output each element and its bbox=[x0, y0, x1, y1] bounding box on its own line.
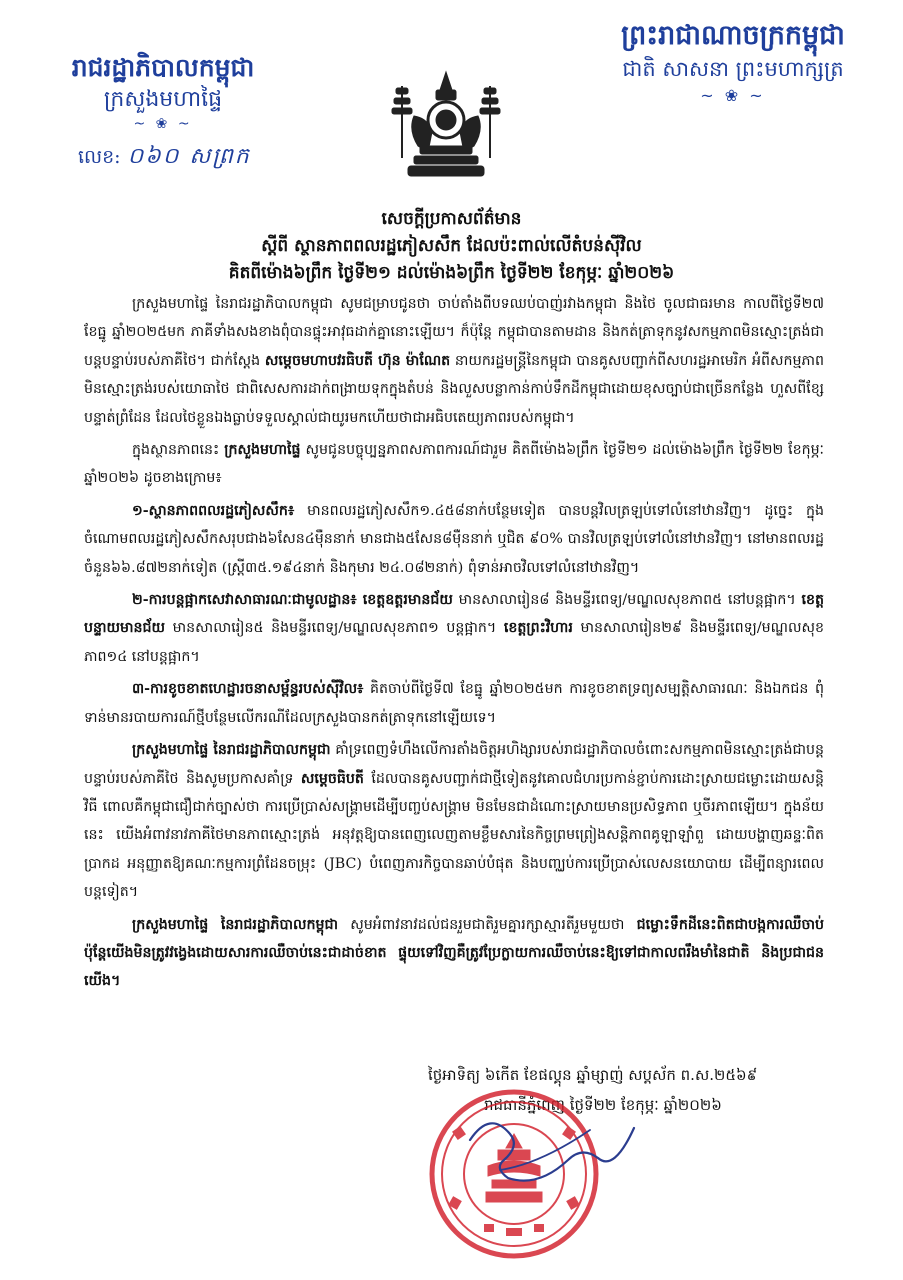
paragraph-text: ក្រសួងមហាផ្ទៃ នៃរាជរដ្ឋាភិបាលកម្ពុជា សូមជម្រាបជូនថា ចាប់តាំងពីបទឈប់បាញ់រវាងកម្ពុជា និងថៃ ចូលជាធរមាន កាលពីថ្ងៃទី២៧ ខែធ្នូ ឆ្នាំ២០២៥មក ភាគីទាំងសងខាងពុំបានផ្ទុះអាវុធដាក់គ្នានោះឡើយ។ ក៏ប៉ុន្តែ កម្ពុជាបានតាមដាន និងកត់ត្រាទុកនូវសកម្មភាពមិនស្មោះត្រង់ជាបន្តបន្ទាប់របស់ភាគីថៃ។ ជាក់ស្តែង bbox=[84, 296, 824, 369]
solar-date: រាជធានីភ្នំពេញ ថ្ងៃទី២២ ខែកុម្ភៈ ឆ្នាំ២០២៦ bbox=[484, 1096, 722, 1114]
ornament-divider: ~ ❀ ~ bbox=[133, 115, 193, 132]
paragraph-7 bbox=[84, 911, 824, 996]
paragraph-text: ដែលបានគូសបញ្ជាក់ជាថ្មីទៀតនូវគោលជំហរប្រកាន់ខ្ជាប់ការដោះស្រាយជម្លោះដោយសន្តិវិធី ពោលគឺកម្ពុជាជឿជាក់ច្បាស់ថា ការប្រើប្រាស់សង្គ្រាមដើម្បីបញ្ចប់សង្គ្រាម មិនមែនជាដំណោះស្រាយមានប្រសិទ្ធភាព ឬចីរភាពឡើយ។ ក្នុងន័យនេះ យើងអំពាវនាវភាគីថៃមានភាពស្មោះត្រង់ អនុវត្តឱ្យបានពេញលេញតាមខ្លឹមសារនៃកិច្ចព្រមព្រៀងសន្តិភាពគូឡាឡាំពួ ដោយបង្ហាញឆន្ទៈពិតប្រាកដ អនុញ្ញាតឱ្យគណៈកម្មការព្រំដែនចម្រុះ (JBC) បំពេញភារកិច្ចបានឆាប់បំផុត និងបញ្ឈប់ការប្រើប្រាស់លេសនយោបាយ ដើម្បីពន្យារពេលបន្តទៀត។ bbox=[84, 770, 824, 901]
section-heading: ២-ការបន្តផ្អាកសេវាសាធារណៈជាមូលដ្ឋាន៖ ខេត្តឧត្តរមានជ័យ bbox=[132, 592, 453, 609]
ministry-title: ក្រសួងមហាផ្ទៃ bbox=[103, 87, 223, 112]
document-body bbox=[84, 290, 824, 1000]
reference-value: ០៦០ សព្រក bbox=[127, 144, 251, 169]
paragraph-text: គាំទ្រពេញទំហឹងលើការតាំងចិត្តអហិង្សារបស់រាជរដ្ឋាភិបាលចំពោះសកម្មភាពមិនស្មោះត្រង់ជាបន្តបន្ទាប់របស់ភាគីថៃ និងសូមប្រកាសគាំទ្រ bbox=[84, 742, 824, 787]
title-line-2: ស្តីពី ស្ថានភាពពលរដ្ឋភៀសសឹក ដែលប៉ះពាល់លើតំបន់ស៊ីវិល bbox=[261, 236, 642, 256]
paragraph-infrastructure bbox=[84, 675, 824, 732]
prime-minister-title: សម្តេចធិបតី bbox=[300, 770, 364, 787]
paragraph-2 bbox=[84, 436, 824, 493]
paragraph-text: មានសាលារៀន២៩ និងមន្ទីរពេទ្យ/មណ្ឌលសុខភាព១៤ នៅបន្តផ្អាក។ bbox=[84, 620, 824, 665]
ministry-name: ក្រសួងមហាផ្ទៃ bbox=[224, 442, 301, 459]
kingdom-title: ព្រះរាជាណាចក្រកម្ពុជា bbox=[621, 20, 845, 51]
ministry-header bbox=[48, 50, 278, 132]
section-heading: ១-ស្ថានភាពពលរដ្ឋភៀសសឹក៖ bbox=[132, 502, 295, 519]
paragraph-6 bbox=[84, 736, 824, 906]
government-title: រាជរដ្ឋាភិបាលកម្ពុជា bbox=[71, 53, 255, 82]
paragraph-1 bbox=[84, 290, 824, 432]
kingdom-header bbox=[603, 18, 863, 105]
paragraph-text: មានសាលារៀន៨ និងមន្ទីរពេទ្យ/មណ្ឌលសុខភាព៥ នៅបន្តផ្អាក។ bbox=[458, 592, 796, 609]
lunar-date: ថ្ងៃអាទិត្យ ៦កើត ខែផល្គុន ឆ្នាំម្សាញ់ សប្តស័ក ព.ស.២៥៦៩ bbox=[428, 1066, 758, 1084]
closing-statement: ជម្លោះទឹកដីនេះពិតជាបង្កការឈឺចាប់ ប៉ុន្តែយើងមិនត្រូវវង្វេងដោយសារការឈឺចាប់នេះជាដាច់ខាត ផ្ទុយទៅវិញគឺត្រូវប្រែក្លាយការឈឺចាប់នេះឱ្យទៅជាកាលពរឹងមាំនៃជាតិ និងប្រជាជនយើង។ bbox=[84, 916, 824, 990]
reference-number bbox=[78, 142, 251, 174]
paragraph-refugees bbox=[84, 497, 824, 582]
paragraph-text: មានសាលារៀន៥ និងមន្ទីរពេទ្យ/មណ្ឌលសុខភាព១ បន្តផ្អាក។ bbox=[172, 620, 497, 637]
title-line-3: គិតពីម៉ោង៦ព្រឹក ថ្ងៃទី២១ ដល់ម៉ោង៦ព្រឹក ថ្ងៃទី២២ ខែកុម្ភៈ ឆ្នាំ២០២៦ bbox=[228, 263, 675, 283]
paragraph-text: សូមជូនបច្ចុប្បន្នភាពសភាពការណ៍ជារួម គិតពីម៉ោង៦ព្រឹក ថ្ងៃទី២១ ដល់ម៉ោង៦ព្រឹក ថ្ងៃទី២២ ខែកុម្ភៈ ឆ្នាំ២០២៦ ដូចខាងក្រោម៖ bbox=[84, 442, 825, 487]
kingdom-motto: ជាតិ សាសនា ព្រះមហាក្សត្រ bbox=[622, 57, 844, 82]
prime-minister-name: សម្តេចមហាបវរធិបតី ហ៊ុន ម៉ាណែត bbox=[264, 352, 451, 369]
royal-emblem-icon bbox=[386, 68, 506, 184]
paragraph-text: មានពលរដ្ឋភៀសសឹក១.៤៥៨នាក់បន្ថែមទៀត បានបន្តវិលត្រឡប់ទៅលំនៅឋានវិញ។ ដូច្នេះ ក្នុងចំណោមពលរដ្ឋភៀសសឹកសរុបជាង៦សែន៤ម៉ឺននាក់ មានជាង៥សែន៨ម៉ឺននាក់ ឬជិត ៩០% បានវិលត្រឡប់ទៅលំនៅឋានវិញ។ នៅមានពលរដ្ឋចំនួន៦៦.៨៧២នាក់ទៀត (ស្ត្រី៣៥.១៩៤នាក់ និងកុមារ ២៤.០៨២នាក់) ពុំទាន់អាចវិលទៅលំនៅឋានវិញ។ bbox=[84, 502, 824, 576]
title-line-1: សេចក្តីប្រកាសព័ត៌មាន bbox=[381, 209, 522, 229]
section-heading: ៣-ការខូចខាតហេដ្ឋារចនាសម្ព័ន្ធរបស់ស៊ីវិល៖ bbox=[132, 681, 364, 698]
paragraph-text: សូមអំពាវនាវដល់ជនរួមជាតិរួមគ្នារក្សាស្មារតីរួមមួយថា bbox=[350, 916, 625, 933]
signature-icon bbox=[440, 1080, 660, 1220]
ministry-name: ក្រសួងមហាផ្ទៃ នៃរាជរដ្ឋាភិបាលកម្ពុជា bbox=[132, 916, 338, 933]
province-name: ខេត្តព្រះវិហារ bbox=[503, 620, 573, 637]
ministry-name: ក្រសួងមហាផ្ទៃ នៃរាជរដ្ឋាភិបាលកម្ពុជា bbox=[132, 742, 331, 759]
province-name: ខេត្តបន្ទាយមានជ័យ bbox=[84, 592, 825, 637]
paragraph-text: នាយករដ្ឋមន្ត្រីនៃកម្ពុជា បានគូសបញ្ជាក់ពីសហរដ្ឋអាមេរិក អំពីសកម្មភាពមិនស្មោះត្រង់របស់យោធាថៃ ជាពិសេសការដាក់ពង្រាយទុកក្នុងតំបន់ និងលួសបន្លាកាន់កាប់ទឹកដីកម្ពុជាដោយខុសច្បាប់ជាច្រើនកន្លែង ហួសពីខ្សែបន្ទាត់ព្រំដែន ដែលថៃខ្លួនឯងធ្លាប់ទទួលស្គាល់ជាយូរមកហើយថាជាអធិបតេយ្យភាពរបស់កម្ពុជា។ bbox=[84, 352, 825, 426]
paragraph-text: គិតចាប់ពីថ្ងៃទី៧ ខែធ្នូ ឆ្នាំ២០២៥មក ការខូចខាតទ្រព្យសម្បត្តិសាធារណៈ និងឯកជន ពុំទាន់មានរបាយការណ៍ថ្មីបន្ថែមលើករណីដែលក្រសួងបានកត់ត្រាទុកនៅឡើយទេ។ bbox=[84, 681, 825, 726]
paragraph-public-services bbox=[84, 586, 824, 671]
document-title bbox=[90, 206, 813, 287]
ornament-divider: ~ ❀ ~ bbox=[700, 85, 766, 105]
reference-label: លេខ: bbox=[78, 146, 121, 168]
paragraph-text: ក្នុងស្ថានភាពនេះ bbox=[132, 442, 220, 459]
